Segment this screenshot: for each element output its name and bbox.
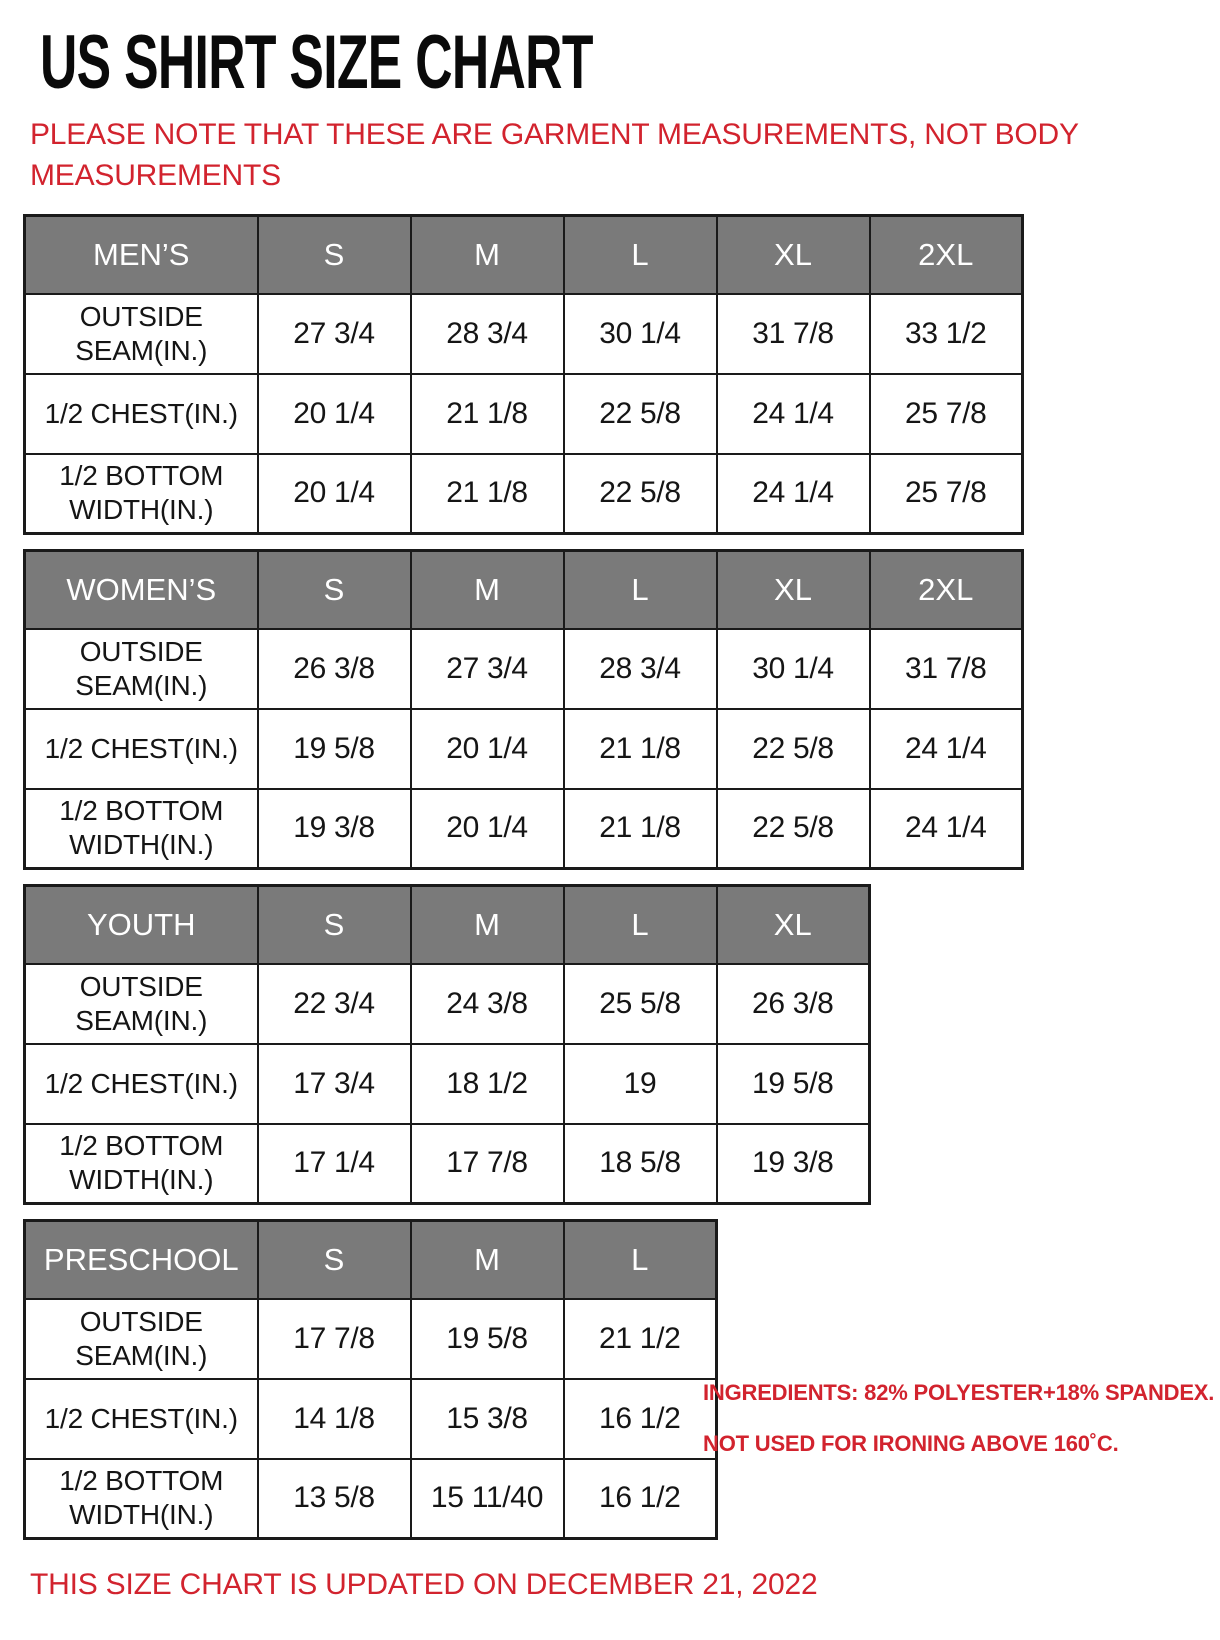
value-cell: 19 xyxy=(564,1044,717,1124)
womens-size-table xyxy=(23,549,1024,870)
value-cell: 28 3/4 xyxy=(564,629,717,709)
value-cell: 17 7/8 xyxy=(258,1299,411,1379)
value-cell: 27 3/4 xyxy=(258,294,411,374)
value-cell: 22 5/8 xyxy=(564,454,717,534)
value-cell: 17 3/4 xyxy=(258,1044,411,1124)
row-label-cell: 1/2 CHEST(IN.) xyxy=(25,1044,258,1124)
size-header-cell: XL xyxy=(717,886,870,964)
value-cell: 21 1/8 xyxy=(411,374,564,454)
measurement-row xyxy=(25,964,870,1044)
size-header-cell: XL xyxy=(717,551,870,629)
size-header-cell: S xyxy=(258,1221,411,1299)
group-header-cell: PRESCHOOL xyxy=(25,1221,258,1299)
size-header-cell: L xyxy=(564,1221,717,1299)
row-label-cell: OUTSIDE SEAM(IN.) xyxy=(25,294,258,374)
value-cell: 16 1/2 xyxy=(564,1379,717,1459)
measurement-row xyxy=(25,294,1023,374)
value-cell: 28 3/4 xyxy=(411,294,564,374)
value-cell: 25 5/8 xyxy=(564,964,717,1044)
measurement-row xyxy=(25,454,1023,534)
value-cell: 18 5/8 xyxy=(564,1124,717,1204)
preschool-row xyxy=(23,1219,1220,1540)
size-header-cell: 2XL xyxy=(870,216,1023,294)
measurement-row xyxy=(25,374,1023,454)
value-cell: 24 1/4 xyxy=(717,454,870,534)
size-header-cell: S xyxy=(258,886,411,964)
row-label-cell: 1/2 BOTTOM WIDTH(IN.) xyxy=(25,789,258,869)
youth-size-table xyxy=(23,884,871,1205)
value-cell: 18 1/2 xyxy=(411,1044,564,1124)
value-cell: 21 1/8 xyxy=(411,454,564,534)
measurement-row xyxy=(25,1124,870,1204)
size-header-cell: S xyxy=(258,216,411,294)
row-label-cell: 1/2 BOTTOM WIDTH(IN.) xyxy=(25,1124,258,1204)
value-cell: 33 1/2 xyxy=(870,294,1023,374)
row-label-cell: 1/2 BOTTOM WIDTH(IN.) xyxy=(25,454,258,534)
value-cell: 21 1/8 xyxy=(564,709,717,789)
size-table-header-row xyxy=(25,216,1023,294)
value-cell: 22 3/4 xyxy=(258,964,411,1044)
value-cell: 22 5/8 xyxy=(564,374,717,454)
page-title: US SHIRT SIZE CHART xyxy=(40,20,593,105)
size-header-cell: M xyxy=(411,216,564,294)
value-cell: 25 7/8 xyxy=(870,454,1023,534)
row-label-cell: OUTSIDE SEAM(IN.) xyxy=(25,1299,258,1379)
value-cell: 17 1/4 xyxy=(258,1124,411,1204)
group-header-cell: MEN’S xyxy=(25,216,258,294)
value-cell: 15 11/40 xyxy=(411,1459,564,1539)
measurement-row xyxy=(25,709,1023,789)
ingredients-line-2: NOT USED FOR IRONING ABOVE 160˚C. xyxy=(703,1431,1119,1456)
row-label-cell: OUTSIDE SEAM(IN.) xyxy=(25,964,258,1044)
measurement-row xyxy=(25,1379,717,1459)
value-cell: 30 1/4 xyxy=(717,629,870,709)
value-cell: 26 3/8 xyxy=(258,629,411,709)
mens-size-table xyxy=(23,214,1024,535)
value-cell: 24 3/8 xyxy=(411,964,564,1044)
row-label-cell: 1/2 CHEST(IN.) xyxy=(25,709,258,789)
value-cell: 19 5/8 xyxy=(717,1044,870,1124)
value-cell: 22 5/8 xyxy=(717,789,870,869)
measurement-row xyxy=(25,1459,717,1539)
value-cell: 20 1/4 xyxy=(411,709,564,789)
size-table-header-row xyxy=(25,551,1023,629)
value-cell: 16 1/2 xyxy=(564,1459,717,1539)
size-header-cell: 2XL xyxy=(870,551,1023,629)
measurement-row xyxy=(25,629,1023,709)
value-cell: 24 1/4 xyxy=(870,709,1023,789)
row-label-cell: 1/2 CHEST(IN.) xyxy=(25,374,258,454)
value-cell: 15 3/8 xyxy=(411,1379,564,1459)
ingredients-line-1: INGREDIENTS: 82% POLYESTER+18% SPANDEX. xyxy=(703,1380,1215,1405)
row-label-cell: 1/2 CHEST(IN.) xyxy=(25,1379,258,1459)
value-cell: 13 5/8 xyxy=(258,1459,411,1539)
value-cell: 17 7/8 xyxy=(411,1124,564,1204)
size-header-cell: L xyxy=(564,886,717,964)
size-tables-section xyxy=(23,214,1220,1540)
value-cell: 19 5/8 xyxy=(258,709,411,789)
group-header-cell: WOMEN’S xyxy=(25,551,258,629)
value-cell: 19 5/8 xyxy=(411,1299,564,1379)
value-cell: 19 3/8 xyxy=(258,789,411,869)
size-header-cell: S xyxy=(258,551,411,629)
value-cell: 14 1/8 xyxy=(258,1379,411,1459)
value-cell: 22 5/8 xyxy=(717,709,870,789)
group-header-cell: YOUTH xyxy=(25,886,258,964)
value-cell: 20 1/4 xyxy=(411,789,564,869)
value-cell: 20 1/4 xyxy=(258,454,411,534)
size-table-header-row xyxy=(25,1221,717,1299)
measurement-row xyxy=(25,1044,870,1124)
value-cell: 19 3/8 xyxy=(717,1124,870,1204)
size-header-cell: M xyxy=(411,551,564,629)
size-header-cell: M xyxy=(411,1221,564,1299)
value-cell: 31 7/8 xyxy=(717,294,870,374)
updated-date-note: THIS SIZE CHART IS UPDATED ON DECEMBER 21, 2022 xyxy=(30,1568,818,1601)
measurement-row xyxy=(25,1299,717,1379)
preschool-size-table xyxy=(23,1219,718,1540)
value-cell: 27 3/4 xyxy=(411,629,564,709)
value-cell: 26 3/8 xyxy=(717,964,870,1044)
row-label-cell: OUTSIDE SEAM(IN.) xyxy=(25,629,258,709)
size-header-cell: XL xyxy=(717,216,870,294)
value-cell: 21 1/8 xyxy=(564,789,717,869)
measurement-row xyxy=(25,789,1023,869)
size-header-cell: L xyxy=(564,551,717,629)
garment-measurement-note: PLEASE NOTE THAT THESE ARE GARMENT MEASUREMENTS, NOT BODY MEASUREMENTS xyxy=(30,118,1079,192)
size-table-header-row xyxy=(25,886,870,964)
value-cell: 24 1/4 xyxy=(870,789,1023,869)
value-cell: 25 7/8 xyxy=(870,374,1023,454)
value-cell: 31 7/8 xyxy=(870,629,1023,709)
row-label-cell: 1/2 BOTTOM WIDTH(IN.) xyxy=(25,1459,258,1539)
value-cell: 21 1/2 xyxy=(564,1299,717,1379)
size-header-cell: L xyxy=(564,216,717,294)
value-cell: 24 1/4 xyxy=(717,374,870,454)
value-cell: 30 1/4 xyxy=(564,294,717,374)
value-cell: 20 1/4 xyxy=(258,374,411,454)
ingredients-note xyxy=(703,1367,1214,1469)
size-header-cell: M xyxy=(411,886,564,964)
